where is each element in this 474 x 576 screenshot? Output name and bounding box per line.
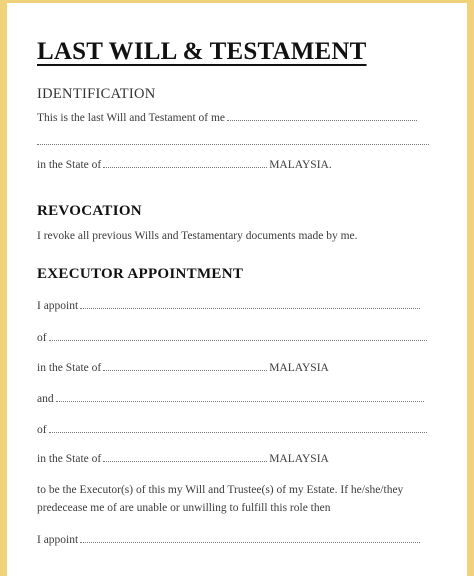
executor-state-line <box>37 362 329 374</box>
second-executor-of-line <box>37 424 429 436</box>
executor-appoint-label: I appoint <box>37 300 79 312</box>
testator-address-blank[interactable] <box>37 143 429 145</box>
executor-of-line <box>37 332 429 344</box>
identification-line <box>37 112 419 124</box>
second-executor-state-value: MALAYSIA <box>269 453 329 465</box>
executor-appoint-line <box>37 300 422 312</box>
alternate-appoint-label: I appoint <box>37 534 79 546</box>
identification-blank-line <box>37 136 431 148</box>
revocation-heading: REVOCATION <box>37 203 142 219</box>
identification-state-blank[interactable] <box>103 166 267 168</box>
document-title: LAST WILL & TESTAMENT <box>37 38 367 65</box>
identification-state-label: in the State of <box>37 159 102 171</box>
executor-state-label: in the State of <box>37 362 102 374</box>
identification-state-value: MALAYSIA. <box>269 159 332 171</box>
executor-and-line <box>37 393 426 405</box>
alternate-appoint-line <box>37 534 422 546</box>
revocation-text: I revoke all previous Wills and Testamentary documents made by me. <box>37 230 358 242</box>
second-executor-name-blank[interactable] <box>56 400 424 402</box>
executor-of-label: of <box>37 332 47 344</box>
executor-and-label: and <box>37 393 54 405</box>
testator-name-blank[interactable] <box>227 119 417 121</box>
executor-role-line-1: to be the Executor(s) of this my Will and Trustee(s) of my Estate. If he/she/they <box>37 484 404 496</box>
alternate-executor-name-blank[interactable] <box>80 541 420 543</box>
identification-state-line <box>37 159 332 171</box>
executor-heading: EXECUTOR APPOINTMENT <box>37 266 244 282</box>
second-executor-of-label: of <box>37 424 47 436</box>
second-executor-state-label: in the State of <box>37 453 102 465</box>
identification-heading: IDENTIFICATION <box>37 86 156 102</box>
second-executor-state-line <box>37 453 329 465</box>
identification-label: This is the last Will and Testament of me <box>37 112 226 124</box>
executor-state-value: MALAYSIA <box>269 362 329 374</box>
executor-role-line-2: predecease me of are unable or unwilling to fulfill this role then <box>37 502 331 514</box>
executor-state-blank[interactable] <box>103 369 267 371</box>
second-executor-state-blank[interactable] <box>103 460 267 462</box>
second-executor-address-blank[interactable] <box>49 431 427 433</box>
executor-name-blank[interactable] <box>80 307 420 309</box>
executor-address-blank[interactable] <box>49 339 427 341</box>
